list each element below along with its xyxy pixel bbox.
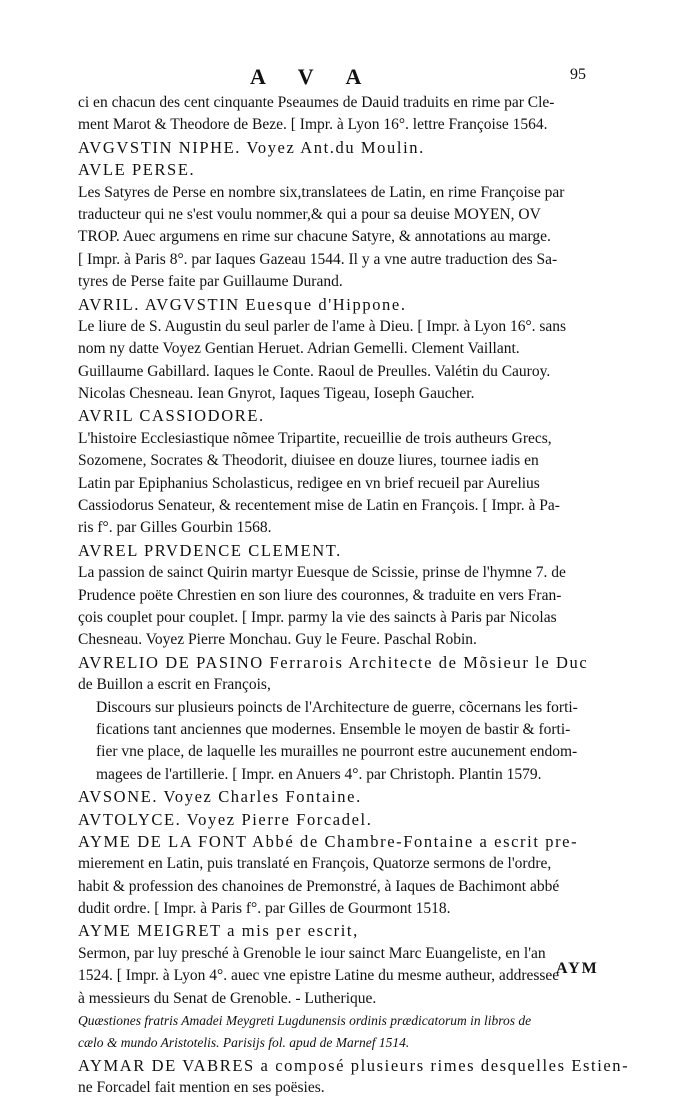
entry-heading: AVSONE. Voyez Charles Fontaine.: [78, 787, 362, 807]
text-line: habit & profession des chanoines de Premonstré, à Iaques de Bachimont abbé: [78, 877, 560, 895]
text-line: tyres de Perse faite par Guillaume Durand.: [78, 273, 343, 291]
text-line: magees de l'artillerie. [ Impr. en Anuers 4°. par Christoph. Plantin 1579.: [96, 765, 542, 783]
text-line: Sozomene, Socrates & Theodorit, diuisee en douze liures, tournee iadis en: [78, 452, 539, 470]
text-line: mierement en Latin, puis translaté en François, Quatorze sermons de l'ordre,: [78, 855, 552, 873]
text-line: Latin par Epiphanius Scholasticus, redigee en vn brief recueil par Aurelius: [78, 474, 540, 492]
text-line: Le liure de S. Augustin du seul parler de l'ame à Dieu. [ Impr. à Lyon 16°. sans: [78, 317, 567, 335]
text-line: Chesneau. Voyez Pierre Monchau. Guy le Feure. Paschal Robin.: [78, 631, 477, 649]
text-line: à messieurs du Senat de Grenoble. - Lutherique.: [78, 989, 377, 1007]
text-line: ci en chacun des cent cinquante Pseaumes de Dauid traduits en rime par Cle-: [78, 94, 555, 111]
text-line: La passion de sainct Quirin martyr Euesque de Scissie, prinse de l'hymne 7. de: [78, 564, 566, 582]
text-line: ris f°. par Gilles Gourbin 1568.: [78, 519, 272, 537]
text-line: Guillaume Gabillard. Iaques le Conte. Raoul de Preulles. Valétin du Cauroy.: [78, 362, 551, 380]
text-line: Quæstiones fratris Amadei Meygreti Lugdunensis ordinis prædicatorum in libros de: [78, 1013, 532, 1029]
text-line: dudit ordre. [ Impr. à Paris f°. par Gilles de Gourmont 1518.: [78, 900, 451, 918]
text-line: TROP. Auec argumens en rime sur chacune Satyre, & annotations au marge.: [78, 228, 551, 246]
text-line: Cassiodorus Senateur, & recentement mise de Latin en François. [ Impr. à Pa-: [78, 497, 560, 515]
running-head: A V A: [250, 64, 376, 89]
text-line: [ Impr. à Paris 8°. par Iaques Gazeau 1544. Il y a vne autre traduction des Sa-: [78, 250, 558, 268]
page-header: [0, 64, 696, 92]
text-line: fications tant anciennes que modernes. Ensemble le moyen de bastir & forti-: [96, 720, 571, 738]
text-line: ment Marot & Theodore de Beze. [ Impr. à Lyon 16°. lettre Françoise 1564.: [78, 116, 548, 134]
text-line: nom ny datte Voyez Gentian Heruet. Adrian Gemelli. Clement Vaillant.: [78, 340, 520, 358]
entry-heading: AVLE PERSE.: [78, 160, 196, 180]
text-line: 1524. [ Impr. à Lyon 4°. auec vne epistre Latine du mesme autheur, addressee: [78, 967, 560, 985]
text-line: Nicolas Chesneau. Iean Gnyrot, Iaques Tigeau, Ioseph Gaucher.: [78, 385, 475, 403]
text-line: çois couplet pour couplet. [ Impr. parmy la vie des saincts à Paris par Nicolas: [78, 608, 557, 626]
text-line: Prudence poëte Chrestien en son liure des couronnes, & traduite en vers Fran-: [78, 586, 562, 604]
entry-heading: AVREL PRVDENCE CLEMENT.: [78, 540, 342, 560]
text-line: Discours sur plusieurs poincts de l'Architecture de guerre, cõcernans les forti-: [96, 698, 578, 716]
entry-heading: AVRELIO DE PASINO Ferrarois Architecte de Mõsieur le Duc: [78, 652, 589, 672]
text-line: L'histoire Ecclesiastique nõmee Tripartite, recueillie de trois autheurs Grecs,: [78, 429, 552, 447]
text-line: traducteur qui ne s'est voulu nommer,& qui a pour sa deuise MOYEN, OV: [78, 205, 541, 223]
text-line: cælo & mundo Aristotelis. Parisijs fol. apud de Marnef 1514.: [78, 1035, 410, 1051]
entry-heading: AVRIL. AVGVSTIN Euesque d'Hippone.: [78, 294, 407, 314]
entry-heading: AVRIL CASSIODORE.: [78, 406, 265, 426]
entry-heading: AYMAR DE VABRES a composé plusieurs rimes desquelles Estien-: [78, 1055, 630, 1075]
entry-heading: AYME MEIGRET a mis per escrit,: [78, 921, 359, 941]
text-line: Sermon, par luy presché à Grenoble le iour sainct Marc Euangeliste, en l'an: [78, 944, 546, 962]
page-body: [78, 92, 630, 1100]
entry-heading: AVGVSTIN NIPHE. Voyez Ant.du Moulin.: [78, 137, 425, 157]
page-number: 95: [570, 66, 586, 83]
entry-heading: AVTOLYCE. Voyez Pierre Forcadel.: [78, 809, 373, 829]
text-line: ne Forcadel fait mention en ses poësies.: [78, 1079, 325, 1097]
text-line: Les Satyres de Perse en nombre six,translatees de Latin, en rime Françoise par: [78, 183, 565, 201]
entry-heading: AYME DE LA FONT Abbé de Chambre-Fontaine a escrit pre-: [78, 831, 579, 851]
catchword: AYM: [556, 960, 599, 977]
text-line: fier vne place, de laquelle les murailles ne pourront estre aucunement endom-: [96, 743, 578, 761]
text-line: de Buillon a escrit en François,: [78, 676, 271, 694]
